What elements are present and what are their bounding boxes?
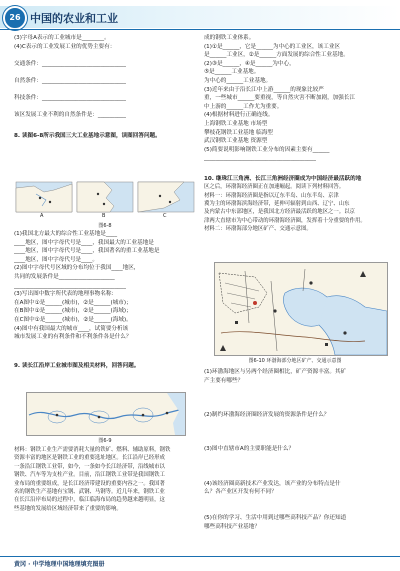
right-line: 重，一些城市______要重视，等自然灾害不断加剧，加强长江: [204, 95, 356, 102]
page-number-badge: 26: [3, 6, 27, 30]
figure-6-9-map: [27, 393, 185, 435]
q9-material-line: 钢铁、汽车等为支柱产业。目前，沿江钢铁工业带是我国钢铁工: [14, 472, 165, 479]
q10-line: 区之后，环渤海经济圈正在加速崛起。阅读下列材料回答。: [204, 184, 345, 191]
q9-material: [14, 446, 196, 513]
figure-6-9-caption: 图6-9: [98, 438, 112, 444]
q8-line: ____地区，图中字母代号是____，我国著名的重工业基地是: [14, 248, 160, 255]
footer-text: 黄冈 · 中学地理中国地理填充图册: [14, 561, 105, 568]
q10-line: 及内蒙古中东部地区，是我国北方经济最活跃的地区之一。以京: [204, 209, 355, 216]
question-8-heading: 8. 读图6-8所示我国三大工业基地示意图，读图回答问题。: [14, 132, 161, 139]
right-line: 是______工业区，②是______方面发展的综合性工业基地。: [204, 52, 349, 59]
footer-rule: [0, 556, 400, 557]
q10-question: 么？各产业区开发有何不同？: [204, 489, 277, 496]
q10-line: 冀为主的环渤海滨海经济带，延伸可辐射到山西、辽宁、山东: [204, 200, 350, 207]
left-line: (3)字母A表示的工业城市是________。: [14, 35, 110, 41]
page-title: 中国的农业和工业: [30, 12, 118, 25]
q10-line: 津两大直辖市为中心带动的环渤海经济圈，发挥着十分重要的作用。: [204, 217, 366, 224]
figure-6-8-label-b: B: [102, 213, 106, 219]
q10-question: (2)制约环渤海经济圈经济发展的资源条件是什么？: [204, 411, 330, 418]
q9-material-line: 业布局的重要组成，是长江经济带建设的重要内容之一。我国著: [14, 480, 165, 487]
q8-line: (4)图中有我国最大的城市____，试简要分析该: [14, 325, 129, 332]
q10-questions: [204, 368, 386, 531]
right-line: (5)简要说明影响钢铁工业分布的因素主要有______: [204, 146, 330, 153]
matching-row[interactable]: 上海钢铁工业基地 市场型: [204, 120, 268, 127]
page-footer: [0, 556, 400, 571]
q10-question: (1)环渤海地区与另两个经济圈相比，矿产资源丰富。其矿: [204, 369, 347, 375]
q10-question: 哪些高科技产业基地？: [204, 523, 260, 530]
q10-line: 材料二：环渤海部分地区矿产、交通示意图。: [204, 226, 312, 233]
q9-material-line: 材料：钢铁工业生产需要消耗大量的铁矿、燃料、辅助原料，钢铁: [14, 447, 171, 453]
right-line: (1)①是______，它是______为中心的工业区，该工业区: [204, 43, 341, 50]
figure-6-8-label-c: C: [163, 213, 167, 219]
right-line: 中上游的______工作尤为重要。: [204, 103, 283, 110]
q9-material-line: 名的钢铁生产基地有宝钢、武钢、马钢等。近几年来，钢铁工业: [14, 489, 165, 496]
q8-line: ________________________________________: [14, 282, 126, 289]
left-column: [14, 34, 196, 140]
q8-line: 在C图中①是______(城市)，②是______(海域)。: [14, 316, 132, 323]
figure-6-8: [14, 180, 196, 220]
q10-question: (3)图中直辖市A的主要职能是什么？: [204, 446, 295, 453]
q8-line: 在A图中①是______(城市)，②是______(城市)；: [14, 299, 132, 306]
right-line: ⑤是______工业基地。: [204, 69, 260, 76]
q8-line: (2)图中字母代号区域的分布均位于我国____地区，: [14, 265, 140, 272]
left-line: 交通条件：______________________________: [14, 60, 126, 67]
q9-material-line: 资源丰富的地区是钢铁工业的重要选址地区。长江沿岸已经形成: [14, 455, 165, 462]
figure-6-9: [26, 392, 186, 436]
question-9-heading: 9. 读长江沿岸工业城市图及相关材料，回答问题。: [14, 362, 140, 369]
question-10-heading: 10. 继珠江三角洲、长江三角洲经济圈成为中国经济最活跃的地: [204, 175, 362, 182]
q8-line: 在B图中①是______(城市)，②是______(海域)；: [14, 308, 132, 315]
right-line: 成的钢铁工业体系。: [204, 35, 255, 41]
q8-line: 城市发展工业的有利条件和不利条件各是什么？: [14, 334, 132, 341]
left-line: 自然条件：______________________________: [14, 77, 126, 84]
q9-material-line: 些基地的发展给区域经济带来了重要的影响。: [14, 505, 122, 512]
right-line: 为中心的______工业基地。: [204, 77, 272, 84]
right-column: [204, 34, 386, 234]
figure-6-10-caption: 图6-10 环渤海部分地区矿产、交通示意图: [248, 358, 342, 364]
figure-6-10-map: [215, 263, 387, 355]
figure-6-8-label-a: A: [40, 213, 44, 219]
left-line: 该区发展工业不利的自然条件是：__________: [14, 112, 126, 119]
figure-6-8-caption: 图6-8: [98, 223, 112, 229]
left-line: 科技条件：______________________________: [14, 95, 126, 102]
matching-row[interactable]: 攀枝花钢铁工业基地 临海型: [204, 129, 273, 136]
left-column-q8-body: [14, 230, 196, 371]
q10-question: (5)在你的学习、生活中用到过哪些高科技产品？你还知道: [204, 515, 347, 522]
q8-line: ____地区，图中字母代号是____，我国最大的工业基地是: [14, 239, 154, 246]
right-line: (2)③是______，④是______为中心，: [204, 60, 295, 67]
q10-question: (4)该经济圈高新技术产业发达，该产业的分布特点是什: [204, 480, 341, 487]
q9-material-line: 在长江沿岸布局的过程中，临江临海布局的趋势越来越明显，这: [14, 497, 165, 504]
figure-6-10: [214, 262, 388, 356]
q8-line: (3)写出图中数字所代表的地理事物名称：: [14, 291, 118, 298]
matching-row[interactable]: 武汉钢铁工业基地 资源型: [204, 138, 268, 145]
q10-question: 产主要有哪些？: [204, 377, 244, 384]
q8-line: 共同的发展条件是____________________: [14, 273, 115, 280]
left-line: (4)C表示的工业发展工业的优势主要有：: [14, 43, 116, 50]
q10-line: 材料一：环渤海经济圈是指以辽东半岛、山东半岛、京津: [204, 192, 339, 199]
q9-material-line: 一条沿江钢铁工业带，如今，一条如今长江经济带，沿线城市以: [14, 463, 165, 470]
page-header: [0, 0, 400, 30]
right-line: ________________________________________: [204, 155, 316, 162]
q8-line: ____地区，图中字母代号是____。: [14, 256, 98, 263]
right-line: (4)根据材料进行正确连线。: [204, 112, 274, 119]
q8-line: (1)我国北方最大的综合性工业基地是____: [14, 231, 118, 237]
right-line: (3)近年来由于沿长江中上游______的现象比较严: [204, 86, 324, 93]
header-rule: [0, 29, 400, 30]
